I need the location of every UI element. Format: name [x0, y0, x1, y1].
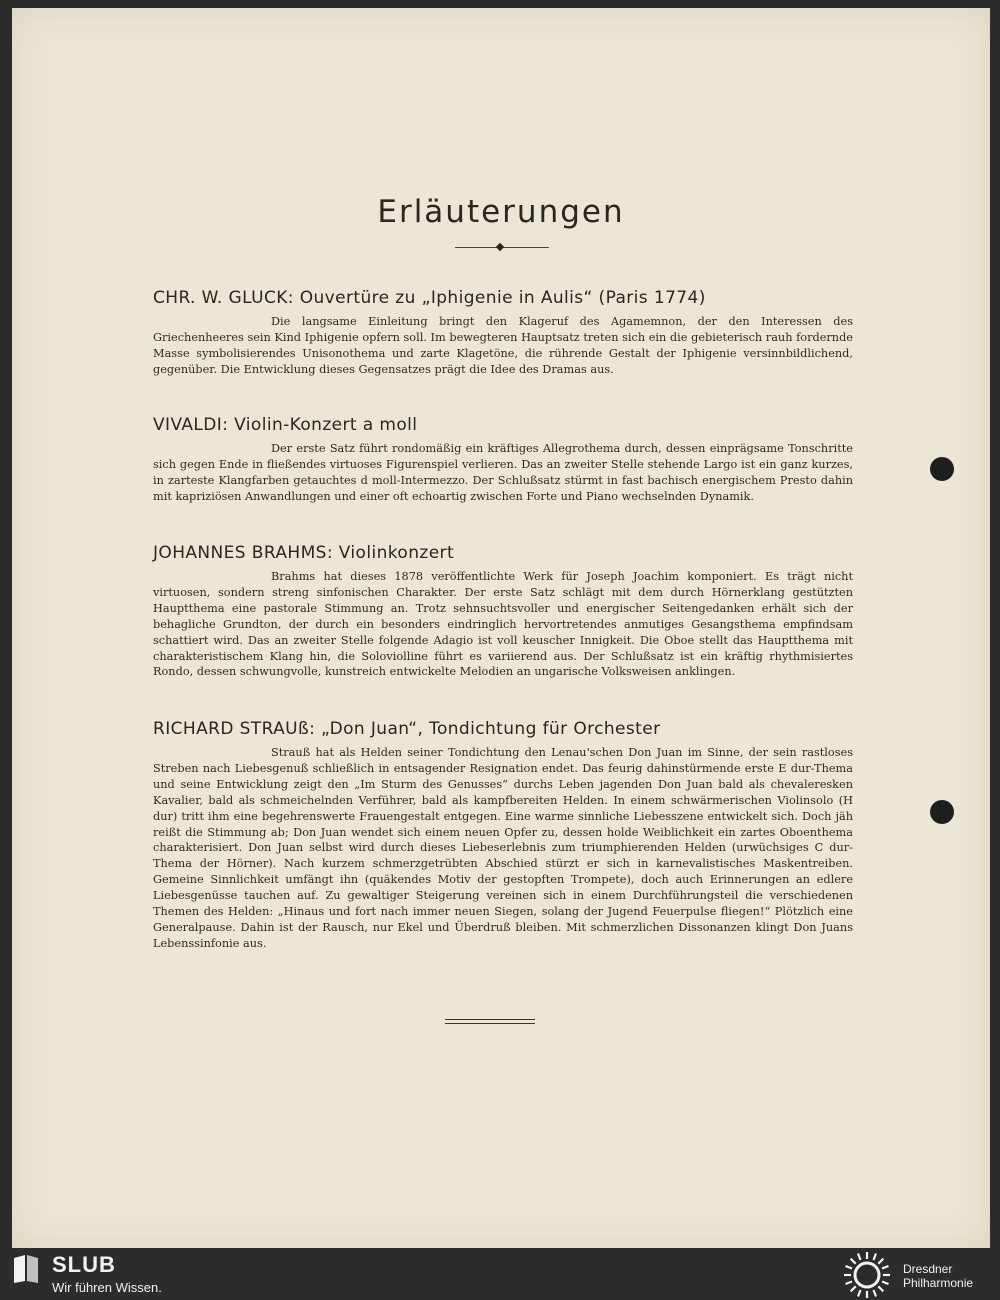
partner-name-line1: Dresdner [903, 1262, 953, 1276]
punch-hole [930, 800, 954, 824]
partner-name[interactable] [903, 1262, 973, 1290]
section-brahms [153, 543, 853, 680]
library-tagline: Wir führen Wissen. [52, 1280, 162, 1295]
book-icon [12, 1254, 40, 1284]
title-ornament-divider [455, 246, 549, 250]
document-page [12, 8, 990, 1248]
footer-bar [0, 1248, 1000, 1300]
library-name[interactable]: SLUB [52, 1252, 116, 1277]
punch-hole [930, 457, 954, 481]
end-divider [445, 1019, 535, 1027]
partner-name-line2: Philharmonie [903, 1276, 974, 1290]
sunburst-logo-icon [842, 1250, 892, 1300]
section-text: Die langsame Einleitung bringt den Klageruf des Agamemnon, der den Interessen des Griechenheeres sein Kind Iphigenie opfern soll. Im bewegteren Hauptsatz treten sich ein die gebieterisch rauh fordernde Masse symbolisierendes Unisonothema und zarte Klagetöne, die rührende Gestalt der Iphigenie versinnbildlichend, gegenüber. Die Entwicklung dieses Gegensatzes prägt die Idee des Dramas aus. [153, 315, 853, 376]
section-vivaldi [153, 415, 853, 505]
section-text: Strauß hat als Helden seiner Tondichtung den Lenau'schen Don Juan im Sinne, der sein rastloses Streben nach Liebesgenuß schließlich in entsagender Resignation endet. Das feurig dahinstürmende erste E dur-Thema und seine Entwicklung zeigt den „Im Sturm des Genusses“ durchs Leben jagenden Don Juan bald als chevaleresken Kavalier, bald als schmeichelnden Verführer, bald als kampfbereiten Helden. In einem schwärmerischen Violinsolo (H dur) tritt ihm eine begehrenswerte Frauengestalt entgegen. Eine warme sinnliche Liebesszene entwickelt sich. Doch jäh reißt die Stimmung ab; Don Juan wendet sich einem neuen Opfer zu, dessen holde Weiblichkeit ein zartes Oboenthema charakterisiert. Don Juan selbst wird durch dieses Liebeserlebnis zum triumphierenden Helden (urwüchsiges C dur-Thema der Hörner). Nach kurzem schmerzgetrübten Abschied stürzt er sich in karnevalistisches Maskentreiben. Gemeine Sinnlichkeit umfängt ihn (quäkendes Motiv der gestopften Trompete), doch auch Erinnerungen an edlere Liebesgenüsse tauchen auf. Zu gewaltiger Steigerung vereinen sich in einem Durchführungsteil die verschiedenen Themen des Helden: „Hinaus und fort nach immer neuen Siegen, solang der Jugend Feuerpulse fliegen!“ Plötzlich eine Generalpause. Dahin ist der Rausch, nur Ekel und Überdruß bleiben. Mit schmerzlichen Dissonanzen klingt Don Juans Lebenssinfonie aus. [153, 746, 853, 950]
section-gluck [153, 288, 853, 378]
section-strauss [153, 719, 853, 952]
section-heading: VIVALDI: Violin-Konzert a moll [153, 415, 418, 435]
section-heading: CHR. W. GLUCK: Ouvertüre zu „Iphigenie in Aulis“ (Paris 1774) [153, 288, 706, 308]
section-text: Brahms hat dieses 1878 veröffentlichte Werk für Joseph Joachim komponiert. Es trägt nicht virtuosen, sondern streng sinfonischen Charakter. Der erste Satz schlägt mit dem durch Hörnerklang gestützten Hauptthema eine pastorale Stimmung an. Trotz sehnsuchtsvoller und energischer Seitengedanken erhält sich der behagliche Grundton, der durch ein besonders eindringlich hervortretendes anmutiges Gesangsthema empfindsam schattiert wird. Das an zweiter Stelle folgende Adagio ist voll keuscher Innigkeit. Die Oboe stellt das Hauptthema mit charakteristischem Klang hin, die Soloviolline führt es variierend aus. Der Schlußsatz ist ein kräftig rhythmisiertes Rondo, dessen schwungvolle, kunstreich entwickelte Melodien an ungarische Volksweisen anklingen. [153, 570, 853, 679]
section-text: Der erste Satz führt rondomäßig ein kräftiges Allegrothema durch, dessen einprägsame Tonschritte sich gegen Ende in fließendes virtuoses Figurenspiel verlieren. Das an zweiter Stelle stehende Largo ist ein ganz kurzes, in zarteste Klangfarben getauchtes d moll-Intermezzo. Der Schlußsatz stürmt in fast bachisch energischem Presto dahin mit kapriziösen Anwandlungen und einer oft echoartig zwischen Forte und Piano wechselnden Dynamik. [153, 442, 853, 503]
section-heading: RICHARD STRAUß: „Don Juan“, Tondichtung für Orchester [153, 719, 661, 739]
page-title: Erläuterungen [377, 194, 625, 230]
section-heading: JOHANNES BRAHMS: Violinkonzert [153, 543, 455, 563]
